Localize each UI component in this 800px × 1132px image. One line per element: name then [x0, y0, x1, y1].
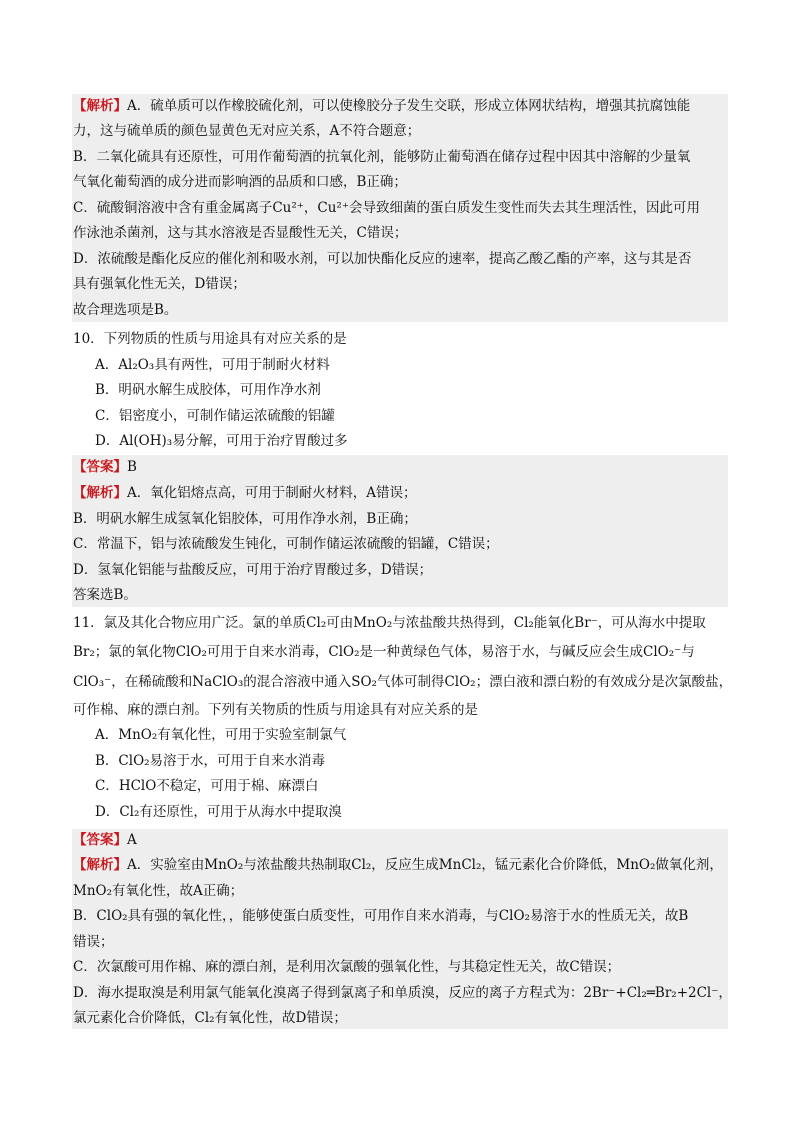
analysis-line: B．明矾水解生成氢氧化铝胶体，可用作净水剂，B正确；: [73, 511, 417, 527]
answer-line: [73, 831, 137, 849]
analysis-line: [73, 856, 723, 874]
analysis-line: 力，这与硫单质的颜色显黄色无对应关系，A不符合题意；: [73, 123, 421, 139]
analysis-line: MnO₂有氧化性，故A正确；: [73, 883, 244, 899]
analysis-line: 错误；: [73, 934, 114, 950]
analysis-line: D．海水提取溴是利用氯气能氧化溴离子得到氯离子和单质溴，反应的离子方程式为：2Br⁻+Cl₂═Br₂+2Cl⁻，: [73, 985, 732, 1001]
analysis-tag: 【解析】: [73, 98, 127, 114]
answer-tag: 【答案】: [73, 459, 127, 475]
analysis-shade-q10: [72, 455, 728, 607]
analysis-line: C．常温下，铝与浓硫酸发生钝化，可制作储运浓硫酸的铝罐，C错误；: [73, 536, 499, 552]
analysis-line: 氯元素化合价降低，Cl₂有氧化性，故D错误；: [73, 1010, 347, 1026]
analysis-text: A．硫单质可以作橡胶硫化剂，可以使橡胶分子发生交联，形成立体网状结构，增强其抗腐蚀能: [127, 98, 691, 114]
analysis-line: 故合理选项是B。: [73, 302, 178, 318]
analysis-line: 答案选B。: [73, 587, 137, 603]
analysis-line: D．氢氧化铝能与盐酸反应，可用于治疗胃酸过多，D错误；: [73, 562, 433, 578]
analysis-line: [73, 484, 417, 502]
analysis-line: [73, 97, 690, 115]
option-c: C．铝密度小，可制作储运浓硫酸的铝罐: [95, 408, 335, 424]
option-a: A．MnO₂有氧化性，可用于实验室制氯气: [95, 727, 347, 743]
option-a: A．Al₂O₃具有两性，可用于制耐火材料: [95, 357, 330, 373]
analysis-tag: 【解析】: [73, 857, 127, 873]
option-d: D．Al(OH)₃易分解，可用于治疗胃酸过多: [95, 433, 348, 449]
question-stem: 11．氯及其化合物应用广泛。氯的单质Cl₂可由MnO₂与浓盐酸共热得到，Cl₂能氧化Br⁻，可从海水中提取: [73, 615, 706, 631]
option-b: B．ClO₂易溶于水，可用于自来水消毒: [95, 753, 326, 769]
question-stem: 10．下列物质的性质与用途具有对应关系的是: [73, 331, 347, 347]
answer-tag: 【答案】: [73, 832, 127, 848]
option-b: B．明矾水解生成胶体，可用作净水剂: [95, 382, 321, 398]
answer-value: A: [127, 832, 137, 848]
analysis-line: B．ClO₂具有强的氧化性，，能够使蛋白质变性，可用作自来水消毒，与ClO₂易溶于水的性质无关，故B: [73, 908, 689, 924]
analysis-tag: 【解析】: [73, 485, 127, 501]
answer-value: B: [127, 459, 137, 475]
analysis-text: A．氧化铝熔点高，可用于制耐火材料，A错误；: [127, 485, 417, 501]
analysis-line: 作泳池杀菌剂，这与其水溶液是否显酸性无关，C错误；: [73, 225, 408, 241]
option-c: C．HClO不稳定，可用于棉、麻漂白: [95, 778, 319, 794]
question-stem: 可作棉、麻的漂白剂。下列有关物质的性质与用途具有对应关系的是: [73, 702, 478, 718]
analysis-line: C．硫酸铜溶液中含有重金属离子Cu²⁺，Cu²⁺会导致细菌的蛋白质发生变性而失去其生理活性，因此可用: [73, 200, 700, 216]
analysis-line: 具有强氧化性无关，D错误；: [73, 276, 246, 292]
answer-line: [73, 458, 137, 476]
question-stem: ClO₃⁻，在稀硫酸和NaClO₃的混合溶液中通入SO₂气体可制得ClO₂；漂白液和漂白粉的有效成分是次氯酸盐，: [73, 674, 733, 690]
analysis-line: 气氧化葡萄酒的成分进而影响酒的品质和口感，B正确；: [73, 174, 407, 190]
analysis-text: A．实验室由MnO₂与浓盐酸共热制取Cl₂，反应生成MnCl₂，锰元素化合价降低，MnO₂做氧化剂，: [127, 857, 723, 873]
analysis-line: C．次氯酸可用作棉、麻的漂白剂，是利用次氯酸的强氧化性，与其稳定性无关，故C错误；: [73, 959, 621, 975]
option-d: D．Cl₂有还原性，可用于从海水中提取溴: [95, 804, 342, 820]
analysis-line: B．二氧化硫具有还原性，可用作葡萄酒的抗氧化剂，能够防止葡萄酒在储存过程中因其中溶解的少量氧: [73, 149, 691, 165]
question-stem: Br₂；氯的氧化物ClO₂可用于自来水消毒，ClO₂是一种黄绿色气体，易溶于水，与碱反应会生成ClO₂⁻与: [73, 644, 695, 660]
analysis-line: D．浓硫酸是酯化反应的催化剂和吸水剂，可以加快酯化反应的速率，提高乙酸乙酯的产率，这与其是否: [73, 251, 692, 267]
